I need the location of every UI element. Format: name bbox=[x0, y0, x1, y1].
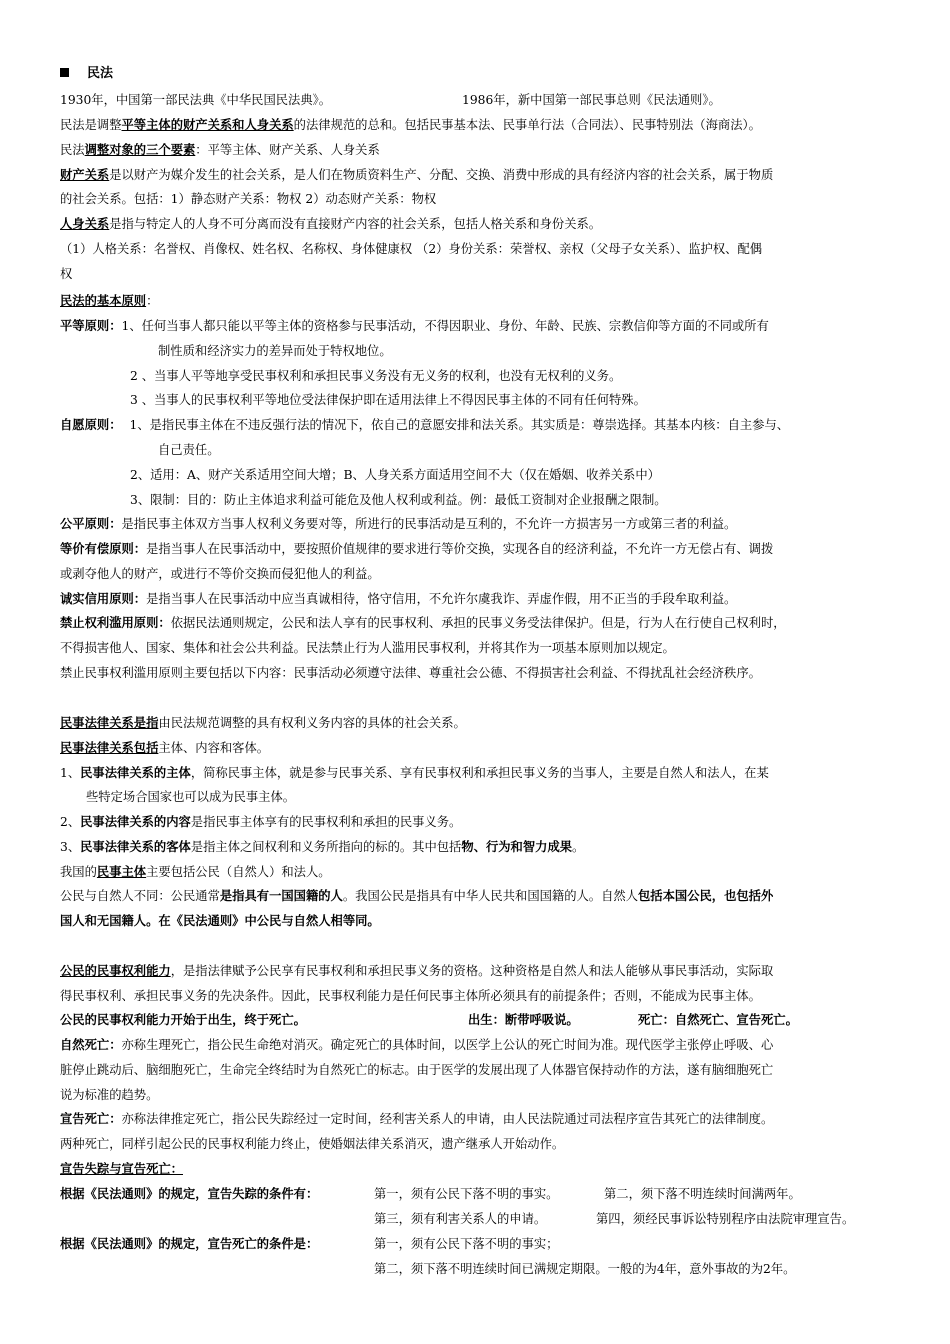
text-line: 自然死亡：亦称生理死亡，指公民生命绝对消灭。确定死亡的具体时间，以医学上公认的死亡时间为准。现代医学主张停止呼吸、心 bbox=[60, 1037, 774, 1052]
section-title: 民法 bbox=[87, 66, 114, 81]
square-bullet-icon bbox=[60, 68, 69, 77]
text-line: 2、民事法律关系的内容是指民事主体享有的民事权利和承担的民事义务。 bbox=[60, 814, 462, 829]
text-line: 根据《民法通则》的规定，宣告死亡的条件是： 第一，须有公民下落不明的事实； bbox=[60, 1236, 559, 1251]
text-line: 2 、当事人平等地享受民事权利和承担民事义务没有无义务的权利，也没有无权利的义务。 bbox=[130, 369, 622, 383]
text-line: 两种死亡，同样引起公民的民事权利能力终止，使婚姻法律关系消灭，遗产继承人开始动作。 bbox=[60, 1137, 565, 1151]
text-line: 权 bbox=[60, 267, 73, 281]
text-line: 国人和无国籍人。在《民法通则》中公民与自然人相等同。 bbox=[60, 913, 380, 928]
text-line: 民法调整对象的三个要素：平等主体、财产关系、人身关系 bbox=[60, 142, 380, 157]
text-line: 公民的民事权利能力开始于出生，终于死亡。 出生：断带呼吸说。 死亡：自然死亡、宣告死亡。 bbox=[60, 1012, 798, 1027]
text-line: 脏停止跳动后、脑细胞死亡，生命完全终结时为自然死亡的标志。由于医学的发展出现了人体器官保持动作的方法，遂有脑细胞死亡 bbox=[60, 1063, 774, 1077]
text-line: 第二，须下落不明连续时间已满规定期限。一般的为4年，意外事故的为2年。 bbox=[374, 1262, 796, 1276]
text-line: 民事法律关系是指由民法规范调整的具有权利义务内容的具体的社会关系。 bbox=[60, 715, 466, 730]
text-line: 得民事权利、承担民事义务的先决条件。因此，民事权利能力是任何民事主体所必须具有的前提条件；否则，不能成为民事主体。 bbox=[60, 989, 761, 1003]
text-line: 自愿原则： 1、是指民事主体在不违反强行法的情况下，依自己的意愿安排和法关系。其实质是：尊崇选择。其基本内核：自主参与、 bbox=[60, 417, 790, 432]
text-line: 诚实信用原则：是指当事人在民事活动中应当真诚相待，恪守信用，不允许尔虞我诈、弄虚作假，用不正当的手段牟取利益。 bbox=[60, 591, 737, 606]
text-line: 人身关系是指与特定人的人身不可分离而没有直接财产内容的社会关系，包括人格关系和身份关系。 bbox=[60, 216, 602, 231]
text-line: 公民与自然人不同：公民通常是指具有一国国籍的人。我国公民是指具有中华人民共和国国籍的人。自然人包括本国公民，也包括外 bbox=[60, 888, 774, 903]
text-line: 的社会关系。包括：1）静态财产关系：物权 2）动态财产关系：物权 bbox=[60, 192, 437, 206]
text-line: 财产关系是以财产为媒介发生的社会关系，是人们在物质资料生产、分配、交换、消费中形成的具有经济内容的社会关系，属于物质 bbox=[60, 167, 774, 182]
text-line: 制性质和经济实力的差异而处于特权地位。 bbox=[158, 344, 392, 358]
text-line: 民法是调整平等主体的财产关系和人身关系的法律规范的总和。包括民事基本法、民事单行法（合同法）、民事特别法（海商法）。 bbox=[60, 117, 761, 132]
subheading: 民法的基本原则： bbox=[60, 293, 159, 308]
text-line: 禁止民事权利滥用原则主要包括以下内容：民事活动必须遵守法律、尊重社会公德、不得损害社会利益、不得扰乱社会经济秩序。 bbox=[60, 666, 761, 680]
text-line: 公民的民事权利能力，是指法律赋予公民享有民事权利和承担民事义务的资格。这种资格是自然人和法人能够从事民事活动，实际取 bbox=[60, 963, 774, 978]
text-line: 说为标准的趋势。 bbox=[60, 1088, 159, 1102]
text-line: 1930年，中国第一部民法典《中华民国民法典》。 1986年，新中国第一部民事总则《民法通则》。 bbox=[60, 93, 721, 107]
document-page: 民法 1930年，中国第一部民法典《中华民国民法典》。 1986年，新中国第一部民事总则《民法通则》。 民法是调整平等主体的财产关系和人身关系的法律规范的总和。包括民事基本法、民事单行法（合同法）、民事特别法（海商法）。 民法调整对象的三个要素：平等主体、财产关系、人身关系 财产关系是以财产为媒介发生的社会关系，是人们在物质资料生产、分配、交换、消费中形成的具有经济内容的社会关系，属于物质 的社会关系。包括：1）静态财产关系：物权 2）动态财产关系：物权 人身关系是指与特定人的人身不可分离而没有直接财产内容的社会关系，包括人格关系和身份关系。 （1）人格关系：名誉权、肖像权、姓名权、名称权、身体健康权 （2）身份关系：荣誉权、亲权（父母子女关系）、监护权、配偶 权 民法的基本原则： 平等原则：1、任何当事人都只能以平等主体的资格参与民事活动，不得因职业、身份、年龄、民族、宗教信仰等方面的不同或所有 制性质和经济实力的差异而处于特权地位。 2 、当事人平等地享受民事权利和承担民事义务没有无义务的权利，也没有无权利的义务。 3 、当事人的民事权利平等地位受法律保护即在适用法律上不得因民事主体的不同有任何特殊。 自愿原则： 1、是指民事主体在不违反强行法的情况下，依自己的意愿安排和法关系。其实质是：尊崇选择。其基本内核：自主参与、 自己责任。 2、适用：A、财产关系适用空间大增；B、人身关系方面适用空间不大（仅在婚姻、收养关系中） 3、限制：目的：防止主体追求利益可能危及他人权利或利益。例：最低工资制对企业报酬之限制。 公平原则：是指民事主体双方当事人权利义务要对等，所进行的民事活动是互利的，不允许一方损害另一方或第三者的利益。 等价有偿原则：是指当事人在民事活动中，要按照价值规律的要求进行等价交换，实现各自的经济利益，不允许一方无偿占有、调拨 或剥夺他人的财产，或进行不等价交换而侵犯他人的利益。 诚实信用原则：是指当事人在民事活动中应当真诚相待，恪守信用，不允许尔虞我诈、弄虚作假，用不正当的手段牟取利益。 禁止权利滥用原则：依据民法通则规定，公民和法人享有的民事权利、承担的民事义务受法律保护。但是，行为人在行使自己权利时， 不得损害他人、国家、集体和社会公共利益。民法禁止行为人滥用民事权利，并将其作为一项基本原则加以规定。 禁止民事权利滥用原则主要包括以下内容：民事活动必须遵守法律、尊重社会公德、不得损害社会利益、不得扰乱社会经济秩序。 民事法律关系是指由民法规范调整的具有权利义务内容的具体的社会关系。 民事法律关系包括主体、内容和客体。 1、民事法律关系的主体，简称民事主体，就是参与民事关系、享有民事权利和承担民事义务的当事人，主要是自然人和法人，在某 些特定场合国家也可以成为民事主体。 2、民事法律关系的内容是指民事主体享有的民事权利和承担的民事义务。 3、民事法律关系的客体是指主体之间权利和义务所指向的标的。其中包括物、行为和智力成果。 我国的民事主体主要包括公民（自然人）和法人。 公民与自然人不同：公民通常是指具有一国国籍的人。我国公民是指具有中华人民共和国国籍的人。自然人包括本国公民，也包括外 国人和无国籍人。在《民法通则》中公民与自然人相等同。 公民的民事权利能力，是指法律赋予公民享有民事权利和承担民事义务的资格。这种资格是自然人和法人能够从事民事活动，实际取 得民事权利、承担民事义务的先决条件。因此，民事权利能力是任何民事主体所必须具有的前提条件；否则，不能成为民事主体。 公民的民事权利能力开始于出生，终于死亡。 出生：断带呼吸说。 死亡：自然死亡、宣告死亡。 自然死亡：亦称生理死亡，指公民生命绝对消灭。确定死亡的具体时间，以医学上公认的死亡时间为准。现代医学主张停止呼吸、心 脏停止跳动后、脑细胞死亡，生命完全终结时为自然死亡的标志。由于医学的发展出现了人体器官保持动作的方法，遂有脑细胞死亡 说为标准的趋势。 宣告死亡：亦称法律推定死亡，指公民失踪经过一定时间，经利害关系人的申请，由人民法院通过司法程序宣告其死亡的法律制度。 两种死亡，同样引起公民的民事权利能力终止，使婚姻法律关系消灭，遗产继承人开始动作。 宣告失踪与宣告死亡： 根据《民法通则》的规定，宣告失踪的条件有： 第一，须有公民下落不明的事实。 第二，须下落不明连续时间满两年。 第三，须有利害关系人的申请。 第四，须经民事诉讼特别程序由法院审理宣告。 根据《民法通则》的规定，宣告死亡的条件是： 第一，须有公民下落不明的事实； 第二，须下落不明连续时间已满规定期限。一般的为4年，意外事故的为2年。 bbox=[60, 66, 855, 1276]
text-line: 根据《民法通则》的规定，宣告失踪的条件有： 第一，须有公民下落不明的事实。 第二，须下落不明连续时间满两年。 bbox=[60, 1186, 801, 1201]
text-line: 或剥夺他人的财产，或进行不等价交换而侵犯他人的利益。 bbox=[60, 567, 380, 581]
text-line: 公平原则：是指民事主体双方当事人权利义务要对等，所进行的民事活动是互利的，不允许一方损害另一方或第三者的利益。 bbox=[60, 516, 737, 531]
text-line: 我国的民事主体主要包括公民（自然人）和法人。 bbox=[60, 864, 331, 879]
text-line: 民事法律关系包括主体、内容和客体。 bbox=[60, 740, 270, 755]
text-line: 1、民事法律关系的主体，简称民事主体，就是参与民事关系、享有民事权利和承担民事义务的当事人，主要是自然人和法人，在某 bbox=[60, 765, 769, 780]
text-line: 3、民事法律关系的客体是指主体之间权利和义务所指向的标的。其中包括物、行为和智力成果。 bbox=[60, 839, 585, 854]
text-line: 等价有偿原则：是指当事人在民事活动中，要按照价值规律的要求进行等价交换，实现各自的经济利益，不允许一方无偿占有、调拨 bbox=[60, 541, 774, 556]
text-line: 宣告死亡：亦称法律推定死亡，指公民失踪经过一定时间，经利害关系人的申请，由人民法院通过司法程序宣告其死亡的法律制度。 bbox=[60, 1111, 774, 1126]
text-line: 2、适用：A、财产关系适用空间大增；B、人身关系方面适用空间不大（仅在婚姻、收养关系中） bbox=[130, 468, 660, 482]
text-line: 3、限制：目的：防止主体追求利益可能危及他人权利或利益。例：最低工资制对企业报酬之限制。 bbox=[130, 493, 667, 507]
text-line: 自己责任。 bbox=[158, 443, 220, 457]
text-line: 些特定场合国家也可以成为民事主体。 bbox=[86, 790, 296, 804]
text-line: 禁止权利滥用原则：依据民法通则规定，公民和法人享有的民事权利、承担的民事义务受法律保护。但是，行为人在行使自己权利时， bbox=[60, 615, 786, 630]
text-line: （1）人格关系：名誉权、肖像权、姓名权、名称权、身体健康权 （2）身份关系：荣誉权、亲权（父母子女关系）、监护权、配偶 bbox=[60, 242, 763, 256]
text-line: 3 、当事人的民事权利平等地位受法律保护即在适用法律上不得因民事主体的不同有任何特殊。 bbox=[130, 393, 646, 407]
text-line: 不得损害他人、国家、集体和社会公共利益。民法禁止行为人滥用民事权利，并将其作为一项基本原则加以规定。 bbox=[60, 641, 675, 655]
text-line: 平等原则：1、任何当事人都只能以平等主体的资格参与民事活动，不得因职业、身份、年龄、民族、宗教信仰等方面的不同或所有 bbox=[60, 318, 769, 333]
subheading: 宣告失踪与宣告死亡： bbox=[60, 1161, 183, 1176]
section-heading bbox=[60, 65, 113, 83]
